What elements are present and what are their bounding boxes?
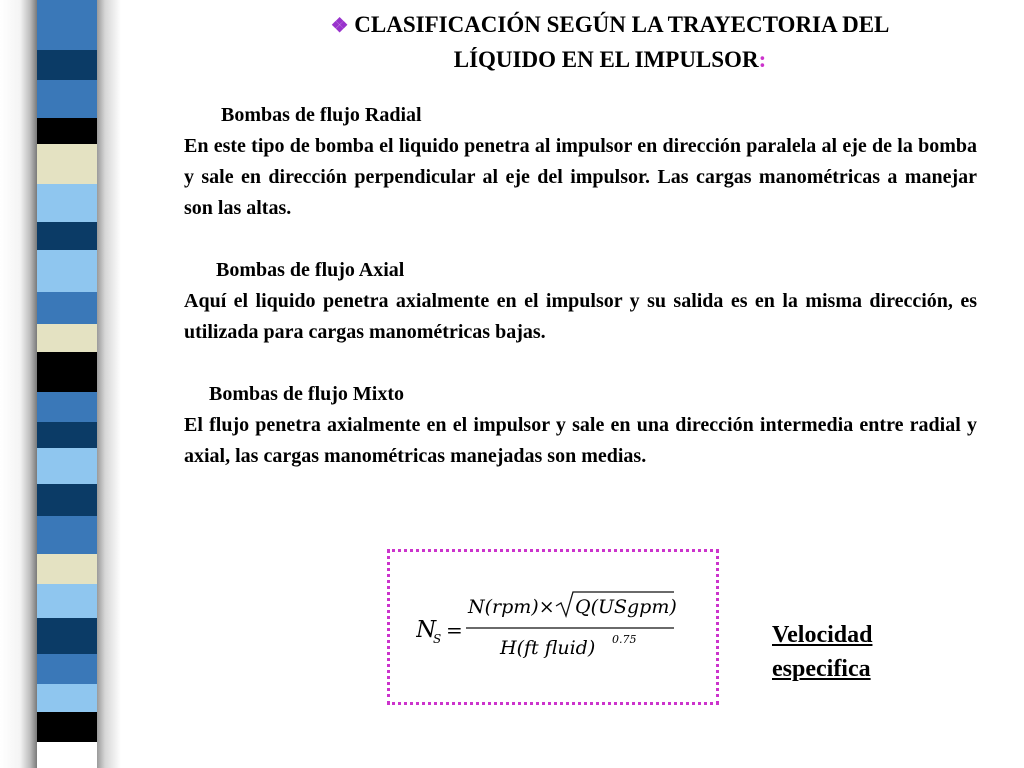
decorative-stripe-shadow bbox=[97, 0, 121, 768]
velocity-label-line-2: especifica bbox=[772, 656, 871, 682]
section-body-radial: En este tipo de bomba el liquido penetra al impulsor en dirección paralela al eje de la bomba y sale en dirección perpendicular al eje del impulsor. Las cargas manométricas a manejar son las altas. bbox=[184, 135, 977, 219]
formula-numerator-left: N(rpm)× bbox=[468, 596, 555, 618]
formula-denominator: H(ft fluid) bbox=[500, 637, 596, 659]
section-body-mixto: El flujo penetra axialmente en el impulsor y sale en una dirección intermedia entre radial y axial, las cargas manométricas manejadas son medias. bbox=[184, 414, 977, 467]
slide-title bbox=[250, 8, 970, 76]
formula-exponent: 0.75 bbox=[612, 633, 637, 646]
formula-numerator-sqrt: Q(USgpm) bbox=[575, 596, 677, 618]
stripe-block bbox=[37, 584, 97, 618]
formula-equals: = bbox=[446, 618, 463, 642]
decorative-stripe-column bbox=[37, 0, 97, 768]
section-heading-mixto: Bombas de flujo Mixto bbox=[209, 383, 404, 405]
section-body-axial: Aquí el liquido penetra axialmente en el impulsor y su salida es en la misma dirección, es utilizada para cargas manométricas bajas. bbox=[184, 290, 977, 343]
title-line-2: LÍQUIDO EN EL IMPULSOR bbox=[453, 47, 759, 72]
formula-box bbox=[387, 549, 719, 705]
stripe-block bbox=[37, 352, 97, 392]
velocity-label-line-1: Velocidad bbox=[772, 622, 873, 648]
stripe-block bbox=[37, 250, 97, 292]
stripe-block bbox=[37, 22, 97, 50]
stripe-block bbox=[37, 222, 97, 250]
stripe-block bbox=[37, 712, 97, 742]
stripe-block bbox=[37, 392, 97, 422]
section-heading-axial: Bombas de flujo Axial bbox=[216, 259, 405, 281]
formula-graphic bbox=[416, 590, 706, 670]
stripe-block bbox=[37, 292, 97, 324]
stripe-block bbox=[37, 144, 97, 184]
slide-content bbox=[184, 100, 977, 472]
stripe-block bbox=[37, 0, 97, 22]
diamond-bullet-icon: ❖ bbox=[330, 15, 349, 37]
stripe-block bbox=[37, 50, 97, 80]
formula-lhs-subscript: S bbox=[433, 632, 442, 646]
stripe-block bbox=[37, 654, 97, 684]
stripe-block bbox=[37, 484, 97, 516]
specific-speed-formula bbox=[416, 590, 706, 670]
title-colon: : bbox=[758, 47, 767, 72]
stripe-block bbox=[37, 324, 97, 352]
stripe-block bbox=[37, 184, 97, 222]
stripe-block bbox=[37, 422, 97, 448]
stripe-block bbox=[37, 516, 97, 554]
stripe-block bbox=[37, 618, 97, 654]
velocity-label bbox=[772, 618, 872, 686]
stripe-block bbox=[37, 554, 97, 584]
section-heading-radial: Bombas de flujo Radial bbox=[221, 104, 422, 126]
title-line-1: CLASIFICACIÓN SEGÚN LA TRAYECTORIA DEL bbox=[354, 12, 890, 37]
formula-lhs: N bbox=[416, 617, 437, 643]
stripe-block bbox=[37, 448, 97, 484]
stripe-block bbox=[37, 80, 97, 118]
stripe-block bbox=[37, 118, 97, 144]
stripe-block bbox=[37, 684, 97, 712]
